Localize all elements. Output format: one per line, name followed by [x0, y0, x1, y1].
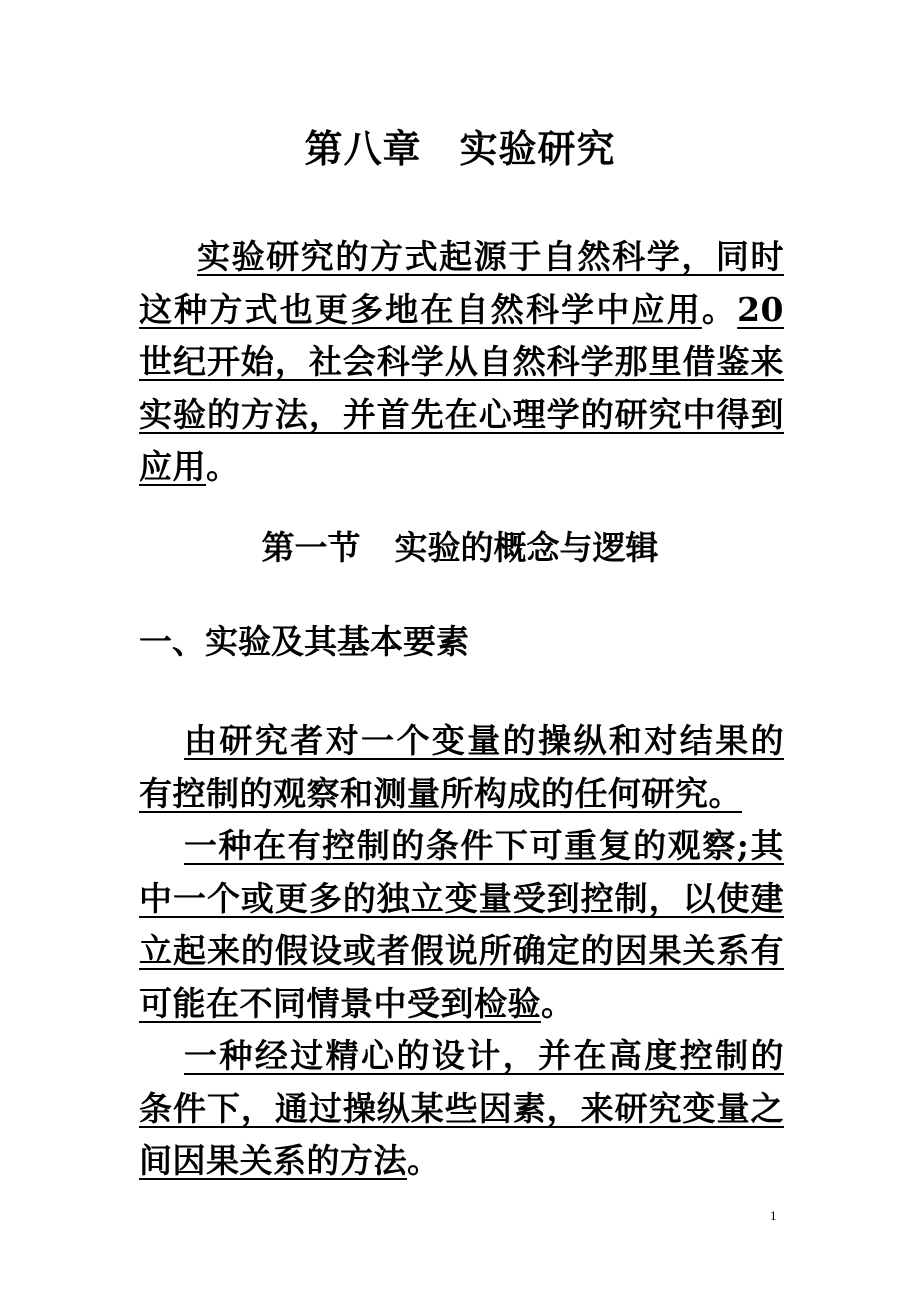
intro-period: 。: [701, 289, 738, 329]
section-title: [0, 523, 920, 573]
definition-text: 一种在有控制的条件下可重复的观察;其中一个或更多的独立变量受到控制，以使建立起来的假设或者假说所确定的因果关系有可能在不同情景中受到检验: [139, 826, 784, 1023]
chapter-title: [0, 124, 920, 174]
intro-paragraph: [139, 231, 784, 494]
section-number: 第一节: [261, 528, 361, 567]
definition-text: 一种经过精心的设计，并在高度控制的条件下，通过操纵某些因素，来研究变量之间因果关系的方法: [139, 1036, 784, 1180]
section-name: 实验的概念与逻辑: [394, 528, 659, 567]
intro-underlined-text-2: 20世纪开始，社会科学从自然科学那里借鉴来实验的方法，并首先在心理学的研究中得到应用: [139, 289, 785, 486]
definitions-list: [139, 715, 784, 1188]
definition-tail: 。: [407, 1141, 441, 1180]
intro-underlined-text: 实验研究的方式起源于自然科学，同时这种方式也更多地在自然科学中应用: [139, 237, 784, 329]
chapter-number: 第八章: [304, 126, 422, 171]
definition-item: [139, 820, 784, 1030]
page-number: 1: [770, 1208, 777, 1223]
intro-period-2: 。: [206, 447, 240, 486]
definition-item: [139, 715, 784, 820]
definition-item: [139, 1030, 784, 1188]
definition-tail: 。: [541, 983, 575, 1023]
definition-text: 由研究者对一个变量的操纵和对结果的有控制的观察和测量所构成的任何研究。: [139, 721, 784, 813]
intro-text: [139, 231, 784, 494]
subsection-title: 一、实验及其基本要素: [139, 622, 469, 661]
chapter-name: 实验研究: [459, 126, 616, 171]
